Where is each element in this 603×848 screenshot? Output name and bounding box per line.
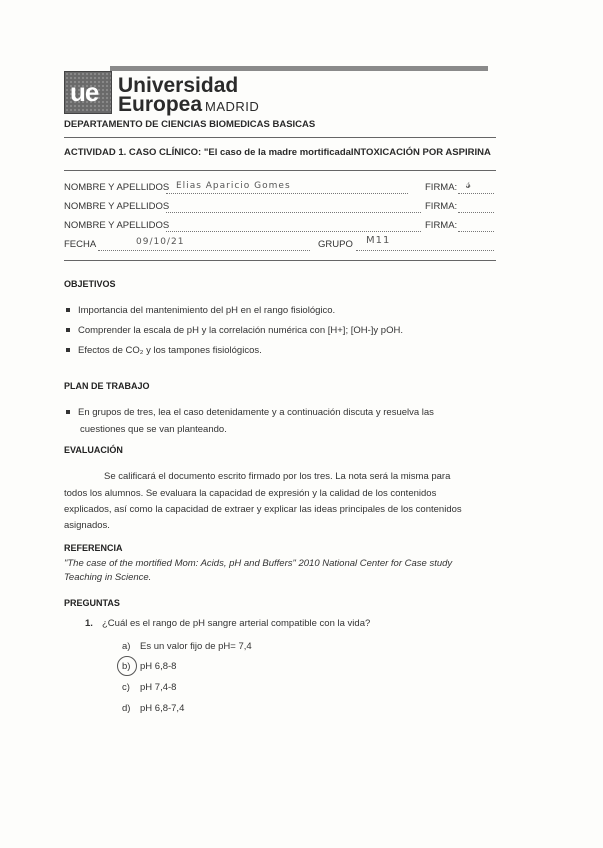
option-letter-c[interactable]: c) bbox=[122, 682, 130, 693]
referencia-text: "The case of the mortified Mom: Acids, pH and Buffers" 2010 National Center for Case study bbox=[64, 558, 453, 569]
university-name-line2 bbox=[118, 93, 259, 117]
signature-1: 𝓈 bbox=[466, 176, 473, 192]
divider bbox=[64, 170, 496, 171]
referencia-title: REFERENCIA bbox=[64, 543, 123, 553]
logo-text: ue bbox=[70, 77, 99, 107]
option-text-d: pH 6,8-7,4 bbox=[140, 703, 185, 714]
name-label-1: NOMBRE Y APELLIDOS bbox=[64, 182, 170, 193]
objetivo-text: Comprender la escala de pH y la correlación numérica con [H+]; [OH-]y pOH. bbox=[78, 325, 403, 336]
university-name: Universidad bbox=[118, 74, 239, 97]
plan-text-continued: cuestiones que se van planteando. bbox=[80, 424, 227, 435]
evaluacion-text: explicados, así como la capacidad de extraer y explicar las ideas principales de los contenidos bbox=[64, 504, 462, 515]
university-europea: Europea bbox=[118, 93, 203, 116]
grupo-value: M11 bbox=[366, 235, 391, 246]
bullet-icon bbox=[66, 328, 70, 332]
fecha-value: 09/10/21 bbox=[136, 237, 185, 247]
university-city: MADRID bbox=[205, 99, 260, 114]
option-letter-b-text: b) bbox=[122, 661, 131, 672]
divider bbox=[64, 137, 496, 138]
option-text-a: Es un valor fijo de pH= 7,4 bbox=[140, 641, 252, 652]
selected-circle-mark bbox=[117, 656, 137, 676]
objetivo-item bbox=[66, 325, 403, 336]
evaluacion-text: asignados. bbox=[64, 520, 110, 531]
activity-title: ACTIVIDAD 1. CASO CLÍNICO: "El caso de la madre mortificadaINTOXICACIÓN POR ASPIRINA bbox=[64, 147, 491, 158]
bullet-icon bbox=[66, 348, 70, 352]
university-logo bbox=[64, 71, 112, 114]
fecha-label: FECHA bbox=[64, 239, 97, 250]
objetivo-item bbox=[66, 345, 262, 356]
department-title: DEPARTAMENTO DE CIENCIAS BIOMEDICAS BASICAS bbox=[64, 119, 316, 130]
option-text-b: pH 6,8-8 bbox=[140, 661, 177, 672]
option-letter-d[interactable]: d) bbox=[122, 703, 131, 714]
fecha-field[interactable] bbox=[98, 241, 310, 251]
question-number: 1. bbox=[85, 618, 93, 629]
name-label-2: NOMBRE Y APELLIDOS bbox=[64, 201, 170, 212]
plan-text: En grupos de tres, lea el caso detenidamente y a continuación discuta y resuelva las bbox=[78, 407, 434, 418]
firma-field-3[interactable] bbox=[458, 222, 494, 232]
preguntas-title: PREGUNTAS bbox=[64, 598, 120, 608]
bullet-icon bbox=[66, 308, 70, 312]
name-value-1: Elias Aparicio Gomes bbox=[176, 181, 291, 191]
firma-field-2[interactable] bbox=[458, 203, 494, 213]
option-letter-b[interactable] bbox=[122, 661, 130, 672]
objetivo-text: Importancia del mantenimiento del pH en el rango fisiológico. bbox=[78, 305, 336, 316]
grupo-label: GRUPO bbox=[318, 239, 353, 250]
name-field-2[interactable] bbox=[166, 203, 421, 213]
referencia-text-continued: Teaching in Science. bbox=[64, 572, 152, 583]
objetivo-text: Efectos de CO₂ y los tampones fisiológicos. bbox=[78, 345, 262, 356]
option-text-c: pH 7,4-8 bbox=[140, 682, 177, 693]
bullet-icon bbox=[66, 410, 70, 414]
header-bar bbox=[110, 66, 488, 71]
firma-label-2: FIRMA: bbox=[425, 201, 458, 212]
objetivo-item bbox=[66, 305, 335, 316]
evaluacion-text: todos los alumnos. Se evaluara la capacidad de expresión y la calidad de los contenidos bbox=[64, 488, 437, 499]
divider bbox=[64, 260, 496, 261]
firma-label-1: FIRMA: bbox=[425, 182, 458, 193]
plan-item bbox=[66, 407, 434, 418]
name-field-3[interactable] bbox=[166, 222, 421, 232]
question-text: ¿Cuál es el rango de pH sangre arterial compatible con la vida? bbox=[102, 618, 371, 629]
evaluacion-text: Se calificará el documento escrito firmado por los tres. La nota será la misma para bbox=[104, 471, 451, 482]
firma-field-1[interactable] bbox=[458, 184, 494, 194]
objetivos-title: OBJETIVOS bbox=[64, 279, 116, 289]
option-letter-a[interactable]: a) bbox=[122, 641, 131, 652]
name-label-3: NOMBRE Y APELLIDOS bbox=[64, 220, 170, 231]
plan-title: PLAN DE TRABAJO bbox=[64, 381, 150, 391]
firma-label-3: FIRMA: bbox=[425, 220, 458, 231]
evaluacion-title: EVALUACIÓN bbox=[64, 445, 123, 455]
